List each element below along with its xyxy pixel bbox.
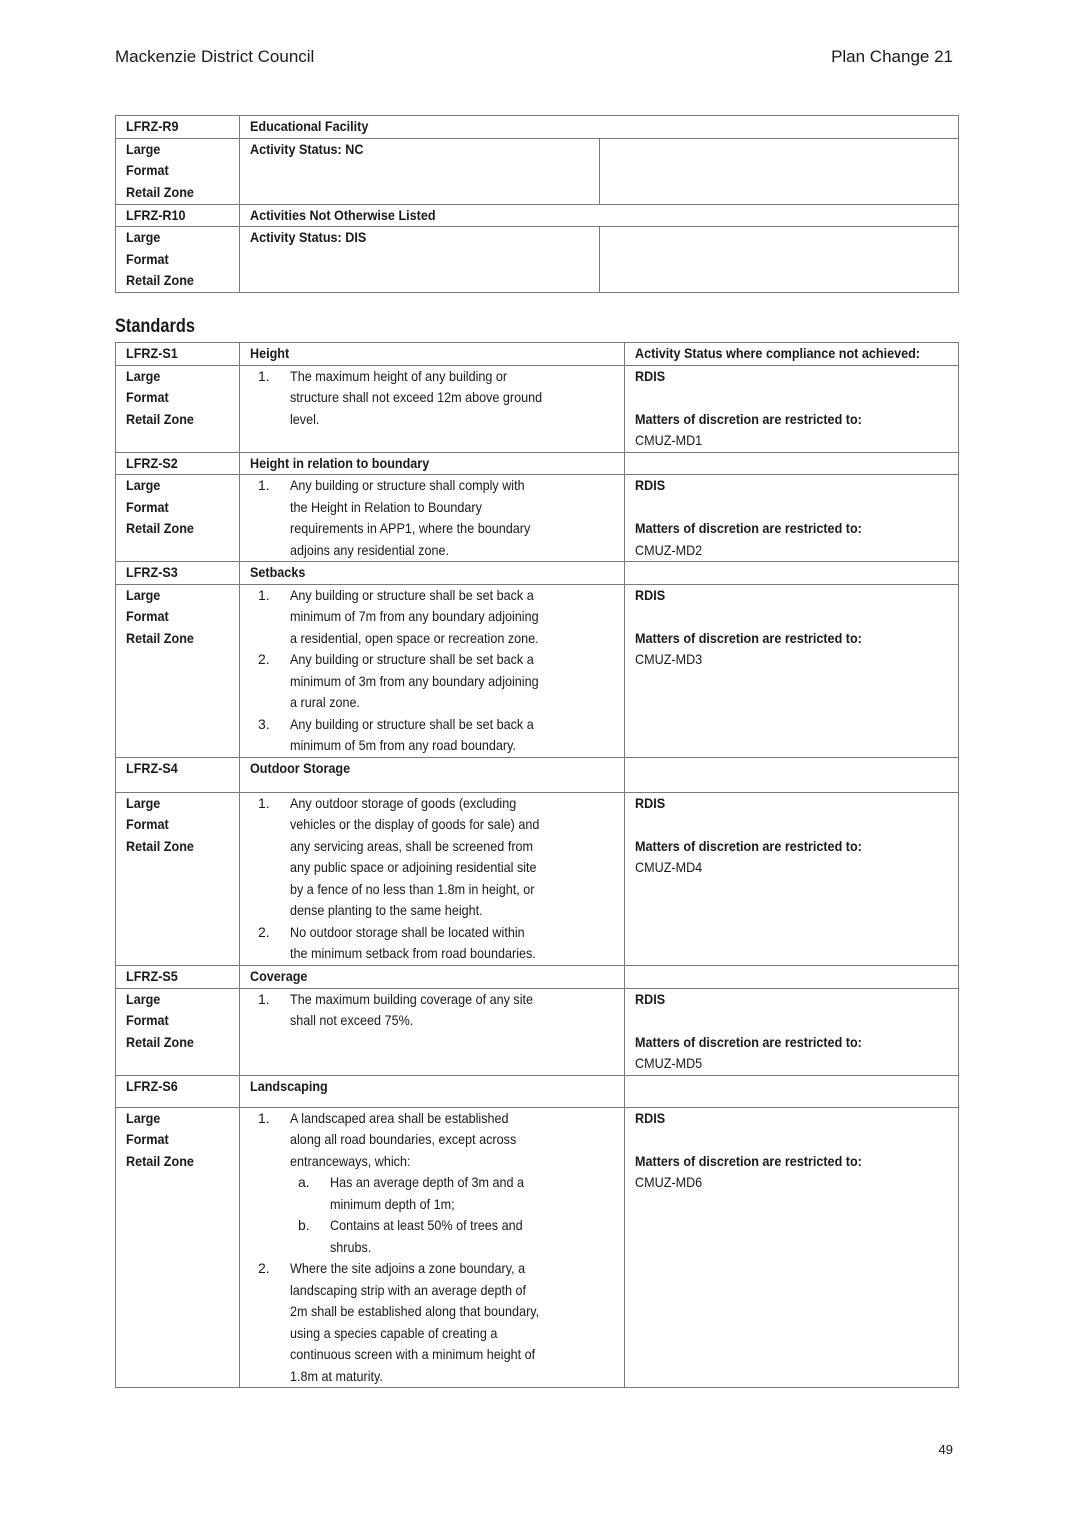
- empty-cell: [599, 138, 959, 204]
- zone-label: Large Format Retail Zone: [116, 475, 240, 562]
- standard-header-row: [116, 1075, 959, 1107]
- activity-status: Activity Status: NC: [240, 138, 600, 204]
- rules-table: [115, 115, 959, 293]
- standard-requirements: [240, 584, 625, 757]
- rule-title: Activities Not Otherwise Listed: [240, 204, 959, 227]
- standard-title: Outdoor Storage: [240, 757, 625, 792]
- list-item: 1. The maximum building coverage of any site shall not exceed 75%.: [258, 990, 534, 1028]
- standard-requirements: [240, 988, 625, 1075]
- zone-label: Large Format Retail Zone: [116, 584, 240, 757]
- compliance-status: RDIS Matters of discretion are restricted to: CMUZ-MD1: [625, 365, 959, 452]
- standard-requirements: [240, 475, 625, 562]
- standard-code: LFRZ-S4: [116, 757, 240, 792]
- zone-label: Large Format Retail Zone: [116, 227, 240, 293]
- list-item: 2. Any building or structure shall be set back a minimum of 3m from any boundary adjoining a rural zone.: [258, 651, 539, 710]
- column-header-status: Activity Status where compliance not achieved:: [625, 343, 959, 366]
- standard-code: LFRZ-S5: [116, 965, 240, 988]
- zone-label: Large Format Retail Zone: [116, 1107, 240, 1388]
- list-item: 1. Any building or structure shall comply with the Height in Relation to Boundary requirements in APP1, where the boundary adjoins any residential zone.: [258, 477, 531, 558]
- standard-body-row: [116, 792, 959, 965]
- rule-title: Educational Facility: [240, 116, 959, 139]
- standard-body-row: [116, 365, 959, 452]
- zone-label: Large Format Retail Zone: [116, 365, 240, 452]
- standard-title: Coverage: [240, 965, 625, 988]
- standard-header-row: [116, 757, 959, 792]
- empty-cell: [625, 1075, 959, 1107]
- rule-header-row: [116, 116, 959, 139]
- standard-header-row: [116, 452, 959, 475]
- standard-title: Setbacks: [240, 562, 625, 585]
- sub-list-item: b. Contains at least 50% of trees and shrubs.: [298, 1217, 523, 1255]
- empty-cell: [625, 757, 959, 792]
- header-document-title: Plan Change 21: [831, 47, 953, 66]
- section-heading: Standards: [115, 316, 195, 337]
- compliance-status: RDIS Matters of discretion are restricted to: CMUZ-MD3: [625, 584, 959, 757]
- standard-body-row: [116, 1107, 959, 1388]
- standard-requirements: [240, 365, 625, 452]
- compliance-status: RDIS Matters of discretion are restricted to: CMUZ-MD2: [625, 475, 959, 562]
- standard-code: LFRZ-S1: [116, 343, 240, 366]
- rule-header-row: [116, 204, 959, 227]
- empty-cell: [625, 562, 959, 585]
- compliance-status: RDIS Matters of discretion are restricted to: CMUZ-MD5: [625, 988, 959, 1075]
- empty-cell: [599, 227, 959, 293]
- standards-table: [115, 342, 959, 1388]
- standard-requirements: [240, 792, 625, 965]
- list-item: 1. The maximum height of any building or structure shall not exceed 12m above ground level.: [258, 367, 543, 427]
- zone-label: Large Format Retail Zone: [116, 792, 240, 965]
- list-item: 2. Where the site adjoins a zone boundary, a landscaping strip with an average depth of 2m shall be established along that boundary, using a species capable of creating a continuous screen with a minimum height of 1.8m at maturity.: [258, 1260, 540, 1384]
- list-item: 1. A landscaped area shall be established along all road boundaries, except across entranceways, which: a. Has an average depth of 3m and a minimum depth of 1m; b. Contains at least 50% of trees and shrubs.: [250, 1108, 618, 1259]
- rule-code: LFRZ-R10: [116, 204, 240, 227]
- rule-body-row: [116, 227, 959, 293]
- compliance-status: RDIS Matters of discretion are restricted to: CMUZ-MD6: [625, 1107, 959, 1388]
- activity-status: Activity Status: DIS: [240, 227, 600, 293]
- standard-title: Landscaping: [240, 1075, 625, 1107]
- empty-cell: [625, 452, 959, 475]
- standard-title: Height: [240, 343, 625, 366]
- empty-cell: [625, 965, 959, 988]
- standard-body-row: [116, 988, 959, 1075]
- list-item: 3. Any building or structure shall be set back a minimum of 5m from any road boundary.: [258, 715, 534, 753]
- zone-label: Large Format Retail Zone: [116, 988, 240, 1075]
- standard-header-row: [116, 965, 959, 988]
- standard-header-row: [116, 343, 959, 366]
- header-organisation: Mackenzie District Council: [115, 47, 315, 66]
- standard-code: LFRZ-S2: [116, 452, 240, 475]
- standard-requirements: [240, 1107, 625, 1388]
- rule-body-row: [116, 138, 959, 204]
- sub-list-item: a. Has an average depth of 3m and a minimum depth of 1m;: [298, 1174, 525, 1212]
- compliance-status: RDIS Matters of discretion are restricted to: CMUZ-MD4: [625, 792, 959, 965]
- list-item: 1. Any building or structure shall be set back a minimum of 7m from any boundary adjoining a residential, open space or recreation zone.: [258, 586, 539, 646]
- zone-label: Large Format Retail Zone: [116, 138, 240, 204]
- standard-body-row: [116, 584, 959, 757]
- standard-title: Height in relation to boundary: [240, 452, 625, 475]
- standard-code: LFRZ-S3: [116, 562, 240, 585]
- standard-header-row: [116, 562, 959, 585]
- standard-body-row: [116, 475, 959, 562]
- page-number: 49: [938, 1442, 953, 1457]
- list-item: 2. No outdoor storage shall be located within the minimum setback from road boundaries.: [258, 923, 536, 961]
- standard-code: LFRZ-S6: [116, 1075, 240, 1107]
- list-item: 1. Any outdoor storage of goods (excluding vehicles or the display of goods for sale) and any servicing areas, shall be screened from any public space or adjoining residential site by a fence of no less than 1.8m in height, or dense planting to the same height.: [258, 794, 540, 918]
- rule-code: LFRZ-R9: [116, 116, 240, 139]
